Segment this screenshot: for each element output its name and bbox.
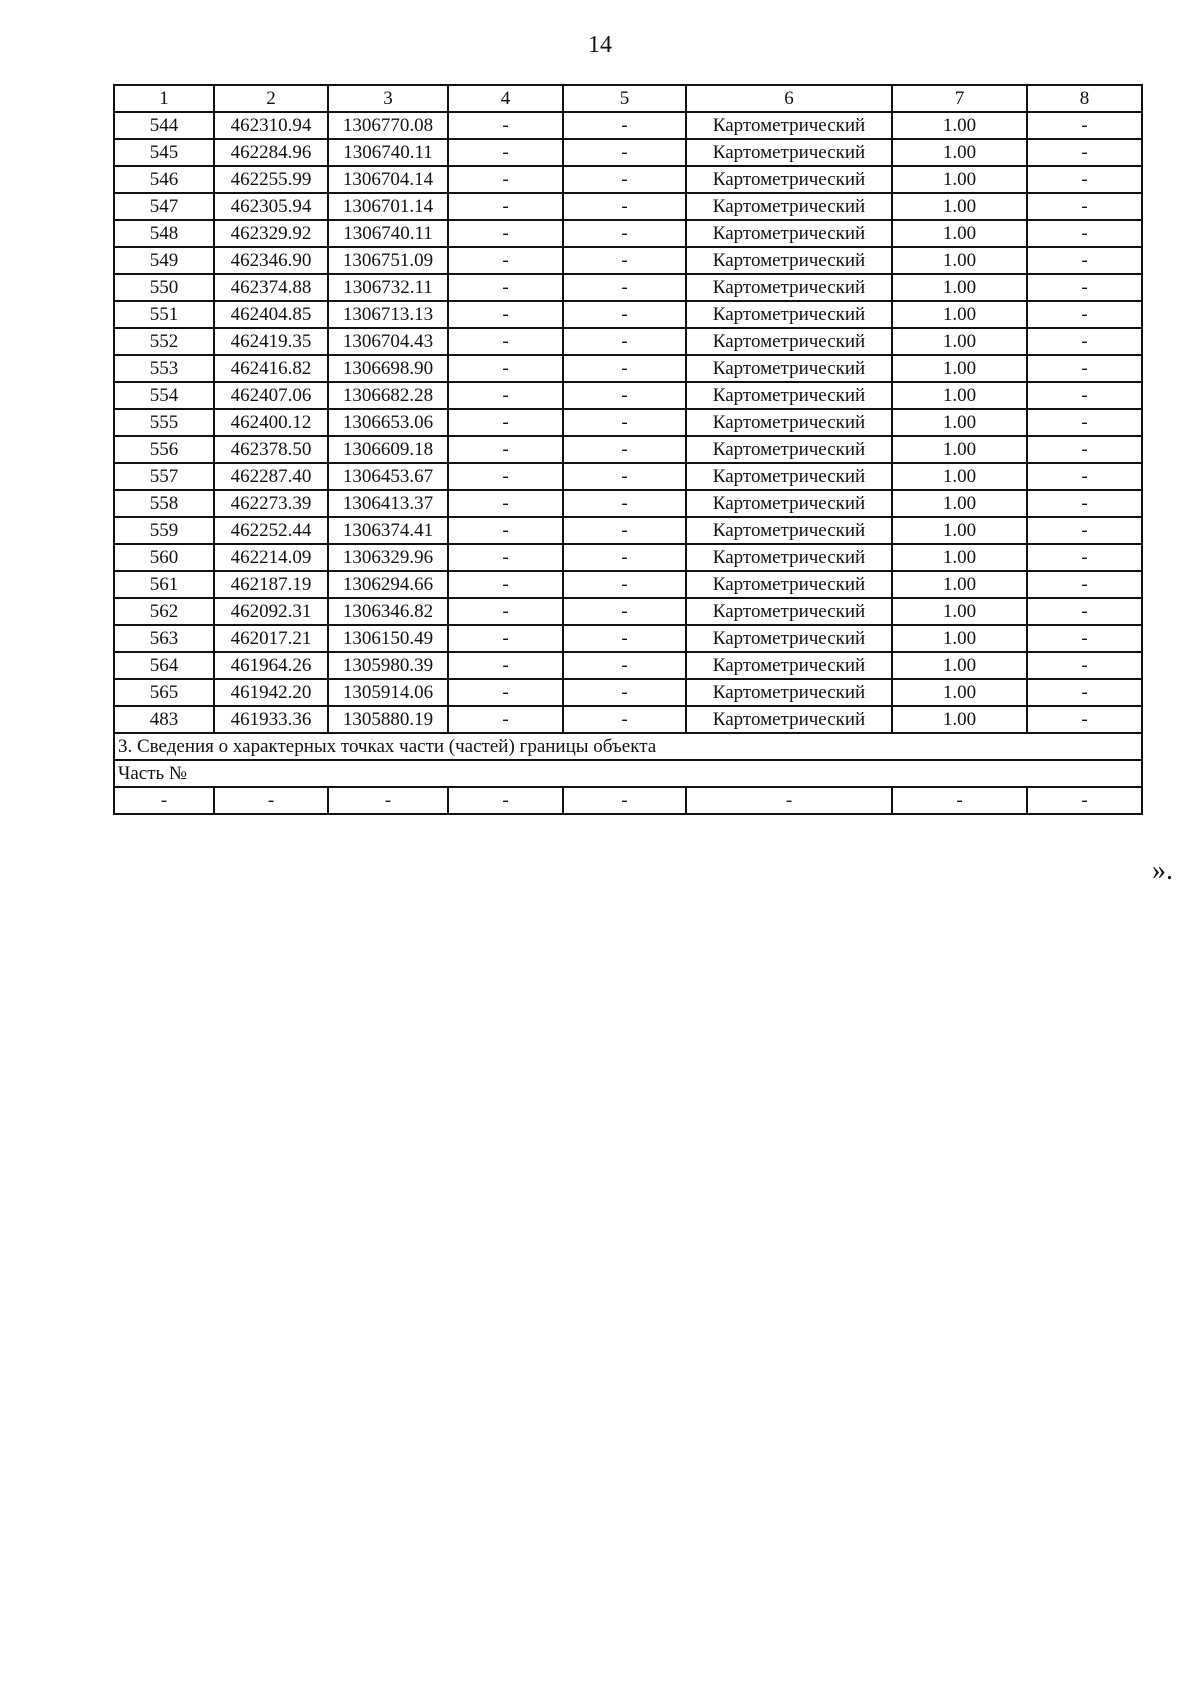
table-cell: 551 [114, 301, 214, 328]
table-cell: 1305980.39 [328, 652, 448, 679]
table-cell: - [448, 409, 563, 436]
table-cell: - [1027, 355, 1142, 382]
table-cell: Картометрический [686, 382, 892, 409]
table-cell: 462287.40 [214, 463, 328, 490]
table-cell: - [214, 787, 328, 814]
table-cell: Картометрический [686, 652, 892, 679]
table-cell: 462346.90 [214, 247, 328, 274]
table-row [114, 382, 1142, 409]
table-cell: - [448, 679, 563, 706]
table-cell: 1306329.96 [328, 544, 448, 571]
section-part-block [114, 733, 1142, 814]
table-cell: - [448, 247, 563, 274]
table-cell: - [563, 490, 686, 517]
table-cell: - [448, 328, 563, 355]
table-cell: - [563, 139, 686, 166]
table-cell: Картометрический [686, 490, 892, 517]
table-row [114, 355, 1142, 382]
table-cell: - [563, 112, 686, 139]
empty-part-row [114, 787, 1142, 814]
table-row [114, 652, 1142, 679]
table-cell: 1306150.49 [328, 625, 448, 652]
table-cell: 1306609.18 [328, 436, 448, 463]
table-cell: - [448, 139, 563, 166]
table-row [114, 139, 1142, 166]
table-cell: 544 [114, 112, 214, 139]
table-cell: 462187.19 [214, 571, 328, 598]
table-cell: - [1027, 139, 1142, 166]
table-row [114, 166, 1142, 193]
part-label-row [114, 760, 1142, 787]
table-cell: 462374.88 [214, 274, 328, 301]
table-row [114, 328, 1142, 355]
table-row [114, 625, 1142, 652]
table-cell: 556 [114, 436, 214, 463]
table-row [114, 112, 1142, 139]
table-cell: 561 [114, 571, 214, 598]
table-row [114, 463, 1142, 490]
table-cell: - [563, 787, 686, 814]
table-cell: - [1027, 544, 1142, 571]
table-cell: - [1027, 220, 1142, 247]
table-cell: Картометрический [686, 112, 892, 139]
table-cell: - [1027, 652, 1142, 679]
table-cell: - [448, 166, 563, 193]
table-cell: 1.00 [892, 463, 1027, 490]
table-cell: 462416.82 [214, 355, 328, 382]
table-cell: - [1027, 706, 1142, 733]
table-cell: - [1027, 625, 1142, 652]
table-cell: - [686, 787, 892, 814]
table-cell: - [448, 598, 563, 625]
table-cell: 461942.20 [214, 679, 328, 706]
table-row [114, 274, 1142, 301]
table-cell: - [448, 193, 563, 220]
table-row [114, 409, 1142, 436]
table-cell: 1306698.90 [328, 355, 448, 382]
table-cell: 1.00 [892, 301, 1027, 328]
table-cell: 552 [114, 328, 214, 355]
table-cell: Картометрический [686, 355, 892, 382]
table-cell: 1.00 [892, 220, 1027, 247]
table-cell: 1306751.09 [328, 247, 448, 274]
table-cell: - [563, 571, 686, 598]
table-row [114, 679, 1142, 706]
page-number: 14 [588, 32, 612, 58]
table-cell: Картометрический [686, 544, 892, 571]
table-cell: - [563, 517, 686, 544]
table-cell: Картометрический [686, 598, 892, 625]
table-cell: - [448, 220, 563, 247]
table-row [114, 544, 1142, 571]
table-cell: 1.00 [892, 652, 1027, 679]
table-cell: 462419.35 [214, 328, 328, 355]
table-cell: Картометрический [686, 517, 892, 544]
table-cell: 1306732.11 [328, 274, 448, 301]
table-cell: 1305880.19 [328, 706, 448, 733]
table-cell: 547 [114, 193, 214, 220]
table-cell: 558 [114, 490, 214, 517]
table-cell: - [448, 463, 563, 490]
table-cell: 1306294.66 [328, 571, 448, 598]
table-cell: - [1027, 409, 1142, 436]
part-label: Часть № [114, 760, 1142, 787]
table-cell: Картометрический [686, 166, 892, 193]
table-cell: 560 [114, 544, 214, 571]
table-cell: 1306770.08 [328, 112, 448, 139]
table-cell: - [892, 787, 1027, 814]
table-cell: - [1027, 274, 1142, 301]
table-cell: - [563, 409, 686, 436]
table-cell: - [563, 625, 686, 652]
table-cell: 563 [114, 625, 214, 652]
table-cell: 462092.31 [214, 598, 328, 625]
table-cell: 462017.21 [214, 625, 328, 652]
table-cell: - [1027, 193, 1142, 220]
table-cell: 1.00 [892, 112, 1027, 139]
table-cell: 1306413.37 [328, 490, 448, 517]
column-number: 6 [686, 85, 892, 112]
table-cell: 1.00 [892, 490, 1027, 517]
table-cell: 1.00 [892, 598, 1027, 625]
table-cell: 462284.96 [214, 139, 328, 166]
table-row [114, 706, 1142, 733]
table-cell: 549 [114, 247, 214, 274]
table-cell: - [1027, 598, 1142, 625]
table-cell: - [1027, 328, 1142, 355]
table-cell: 462273.39 [214, 490, 328, 517]
table-cell: - [1027, 490, 1142, 517]
table-cell: - [448, 652, 563, 679]
table-row [114, 193, 1142, 220]
table-cell: Картометрический [686, 301, 892, 328]
table-cell: 1.00 [892, 328, 1027, 355]
section-heading-row [114, 733, 1142, 760]
table-cell: 462404.85 [214, 301, 328, 328]
table-cell: Картометрический [686, 409, 892, 436]
table-cell: - [563, 220, 686, 247]
table-cell: 1306653.06 [328, 409, 448, 436]
table-cell: - [1027, 463, 1142, 490]
table-cell: - [1027, 301, 1142, 328]
table-cell: - [448, 571, 563, 598]
table-cell: 550 [114, 274, 214, 301]
column-number: 7 [892, 85, 1027, 112]
table-cell: - [328, 787, 448, 814]
table-cell: 545 [114, 139, 214, 166]
table-cell: - [563, 328, 686, 355]
table-cell: 1.00 [892, 706, 1027, 733]
table-cell: 1.00 [892, 139, 1027, 166]
table-cell: 462214.09 [214, 544, 328, 571]
table-cell: - [563, 355, 686, 382]
table-cell: - [563, 544, 686, 571]
table-cell: Картометрический [686, 274, 892, 301]
table-cell: 546 [114, 166, 214, 193]
table-cell: - [1027, 571, 1142, 598]
table-cell: - [563, 706, 686, 733]
table-cell: Картометрический [686, 706, 892, 733]
table-cell: - [1027, 517, 1142, 544]
table-cell: - [114, 787, 214, 814]
table-row [114, 490, 1142, 517]
table-cell: 462400.12 [214, 409, 328, 436]
table-cell: 1306704.14 [328, 166, 448, 193]
table-cell: 462252.44 [214, 517, 328, 544]
table-cell: - [563, 274, 686, 301]
table-cell: - [448, 517, 563, 544]
table-cell: 1.00 [892, 274, 1027, 301]
table-cell: - [563, 301, 686, 328]
table-cell: - [448, 625, 563, 652]
table-cell: 565 [114, 679, 214, 706]
table-cell: 1306713.13 [328, 301, 448, 328]
table-cell: 462378.50 [214, 436, 328, 463]
table-cell: - [1027, 247, 1142, 274]
table-cell: - [1027, 679, 1142, 706]
table-row [114, 571, 1142, 598]
table-cell: Картометрический [686, 193, 892, 220]
column-number: 2 [214, 85, 328, 112]
table-cell: - [563, 679, 686, 706]
table-cell: 557 [114, 463, 214, 490]
table-cell: - [563, 247, 686, 274]
table-row [114, 247, 1142, 274]
table-cell: Картометрический [686, 625, 892, 652]
column-number: 5 [563, 85, 686, 112]
table-cell: 548 [114, 220, 214, 247]
table-cell: Картометрический [686, 571, 892, 598]
table-cell: 1306701.14 [328, 193, 448, 220]
table-cell: 1306740.11 [328, 139, 448, 166]
table-cell: - [448, 787, 563, 814]
closing-quote: ». [1152, 855, 1173, 886]
table-cell: - [563, 652, 686, 679]
table-cell: - [1027, 112, 1142, 139]
table-cell: - [563, 463, 686, 490]
boundary-points-table [113, 84, 1143, 815]
table-row [114, 436, 1142, 463]
table-cell: 1.00 [892, 409, 1027, 436]
column-number-row [114, 85, 1142, 112]
table-cell: 1.00 [892, 571, 1027, 598]
table-cell: 462255.99 [214, 166, 328, 193]
table-cell: 1.00 [892, 166, 1027, 193]
table-cell: 1.00 [892, 517, 1027, 544]
table-cell: 1306704.43 [328, 328, 448, 355]
table-cell: 483 [114, 706, 214, 733]
table-cell: 564 [114, 652, 214, 679]
table-row [114, 220, 1142, 247]
table-cell: 562 [114, 598, 214, 625]
table-body [114, 85, 1142, 733]
table-cell: - [448, 544, 563, 571]
table-cell: 461933.36 [214, 706, 328, 733]
table-cell: Картометрический [686, 679, 892, 706]
table-cell: - [448, 274, 563, 301]
table-cell: - [563, 598, 686, 625]
table-cell: Картометрический [686, 436, 892, 463]
table-cell: - [1027, 166, 1142, 193]
table-cell: 1.00 [892, 544, 1027, 571]
column-number: 4 [448, 85, 563, 112]
table-cell: 462329.92 [214, 220, 328, 247]
table-cell: - [563, 382, 686, 409]
table-cell: Картометрический [686, 247, 892, 274]
table-cell: 1.00 [892, 436, 1027, 463]
table-cell: - [563, 166, 686, 193]
table-cell: - [1027, 382, 1142, 409]
table-cell: 1.00 [892, 247, 1027, 274]
table-cell: - [563, 193, 686, 220]
table-cell: 553 [114, 355, 214, 382]
table-cell: Картометрический [686, 463, 892, 490]
table-cell: 1306740.11 [328, 220, 448, 247]
table-cell: 1.00 [892, 679, 1027, 706]
table-cell: 462407.06 [214, 382, 328, 409]
table-cell: Картометрический [686, 328, 892, 355]
column-number: 8 [1027, 85, 1142, 112]
table-cell: - [448, 436, 563, 463]
table-cell: - [448, 301, 563, 328]
table-cell: - [1027, 436, 1142, 463]
table-row [114, 517, 1142, 544]
table-cell: Картометрический [686, 220, 892, 247]
table-row [114, 301, 1142, 328]
table-cell: 462310.94 [214, 112, 328, 139]
table-row [114, 598, 1142, 625]
table-cell: 559 [114, 517, 214, 544]
table-cell: 1.00 [892, 193, 1027, 220]
section-heading: 3. Сведения о характерных точках части (частей) границы объекта [114, 733, 1142, 760]
table-cell: 1306374.41 [328, 517, 448, 544]
table-cell: - [1027, 787, 1142, 814]
table-cell: - [448, 706, 563, 733]
table-cell: 462305.94 [214, 193, 328, 220]
table-cell: 1.00 [892, 625, 1027, 652]
table-cell: 1306453.67 [328, 463, 448, 490]
table-cell: Картометрический [686, 139, 892, 166]
table-cell: 1306346.82 [328, 598, 448, 625]
column-number: 3 [328, 85, 448, 112]
table-cell: 1.00 [892, 382, 1027, 409]
table-cell: 554 [114, 382, 214, 409]
table-cell: - [448, 355, 563, 382]
table-cell: - [448, 490, 563, 517]
table-cell: 1.00 [892, 355, 1027, 382]
table-cell: - [448, 112, 563, 139]
table-cell: - [448, 382, 563, 409]
table-cell: - [563, 436, 686, 463]
table-cell: 1305914.06 [328, 679, 448, 706]
table-cell: 555 [114, 409, 214, 436]
column-number: 1 [114, 85, 214, 112]
table-cell: 461964.26 [214, 652, 328, 679]
table-cell: 1306682.28 [328, 382, 448, 409]
